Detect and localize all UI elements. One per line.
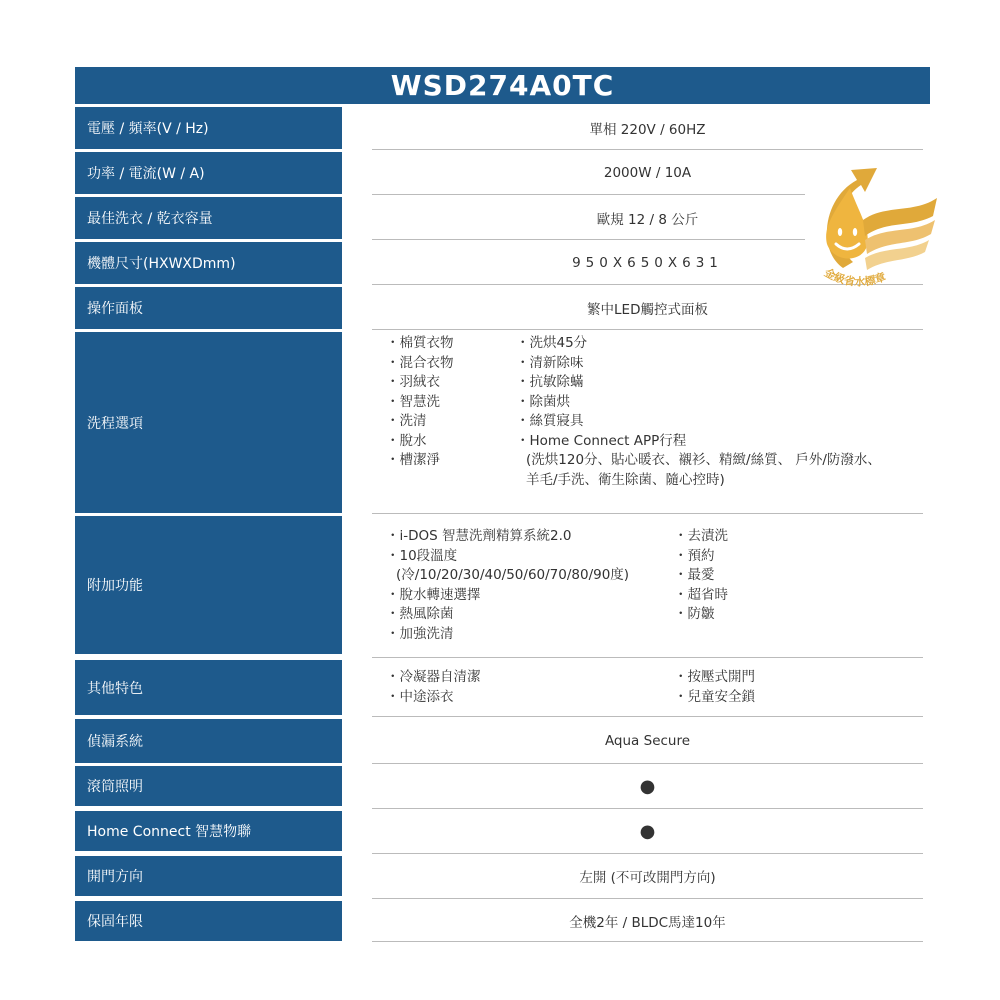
row-divider bbox=[372, 239, 805, 240]
program-item: ・智慧洗 bbox=[386, 393, 440, 410]
row-value-warranty: 全機2年 / BLDC馬達10年 bbox=[569, 915, 726, 931]
extra-item-detail: (冷/10/20/30/40/50/60/70/80/90度) bbox=[396, 567, 630, 583]
row-divider bbox=[372, 763, 923, 764]
row-value-dimensions: 950X650X631 bbox=[572, 255, 723, 271]
row-value-drum-light-dot: ● bbox=[639, 775, 656, 797]
extra-item: ・防皺 bbox=[674, 606, 715, 622]
row-divider bbox=[372, 808, 923, 809]
row-label-capacity: 最佳洗衣 / 乾衣容量 bbox=[75, 197, 342, 239]
extra-col1 bbox=[386, 527, 629, 644]
row-divider bbox=[372, 853, 923, 854]
row-value-leak: Aqua Secure bbox=[604, 733, 691, 749]
row-label-drum-light: 滾筒照明 bbox=[75, 766, 342, 806]
feature-item: ・冷凝器自清潔 bbox=[386, 669, 481, 685]
row-label-other: 其他特色 bbox=[75, 660, 342, 715]
row-label-extra: 附加功能 bbox=[75, 516, 342, 654]
water-drop-wave-icon bbox=[805, 158, 940, 293]
program-item: ・羽絨衣 bbox=[386, 374, 440, 390]
program-item: ・棉質衣物 bbox=[386, 335, 454, 351]
extra-item: ・超省時 bbox=[674, 586, 728, 603]
program-item-detail: (洗烘120分、貼心暖衣、襯衫、精緻/絲質、 戶外/防潑水、 bbox=[526, 452, 881, 468]
row-value-panel: 繁中LED觸控式面板 bbox=[587, 302, 708, 318]
program-item: ・除菌烘 bbox=[516, 393, 570, 410]
row-divider bbox=[372, 941, 923, 942]
row-divider bbox=[372, 513, 923, 514]
extra-item: ・熱風除菌 bbox=[386, 606, 454, 622]
extra-item: ・i-DOS 智慧洗劑精算系統2.0 bbox=[386, 528, 572, 544]
badge-text: 金級省水標章 bbox=[822, 265, 888, 289]
programs-col2 bbox=[516, 334, 881, 490]
program-item: ・抗敏除蟎 bbox=[516, 374, 584, 390]
row-label-home-connect: Home Connect 智慧物聯 bbox=[75, 811, 342, 851]
feature-item: ・中途添衣 bbox=[386, 688, 454, 705]
extra-item: ・最愛 bbox=[674, 567, 715, 583]
row-label-warranty: 保固年限 bbox=[75, 901, 342, 941]
row-label-dimensions: 機體尺寸(HXWXDmm) bbox=[75, 242, 342, 284]
row-label-panel: 操作面板 bbox=[75, 287, 342, 329]
feature-item: ・兒童安全鎖 bbox=[674, 688, 755, 705]
row-label-programs: 洗程選項 bbox=[75, 332, 342, 513]
program-item: ・洗清 bbox=[386, 413, 427, 429]
extra-item: ・脫水轉速選擇 bbox=[386, 586, 481, 603]
extra-col2 bbox=[674, 527, 728, 625]
row-divider bbox=[372, 716, 923, 717]
program-item: ・洗烘45分 bbox=[516, 335, 588, 351]
program-item: ・混合衣物 bbox=[386, 354, 454, 371]
other-col2 bbox=[674, 668, 755, 707]
row-label-voltage: 電壓 / 頻率(V / Hz) bbox=[75, 107, 342, 149]
row-divider bbox=[372, 149, 923, 150]
row-value-capacity: 歐規 12 / 8 公斤 bbox=[596, 212, 699, 228]
row-divider bbox=[372, 898, 923, 899]
other-col1 bbox=[386, 668, 481, 707]
extra-item: ・預約 bbox=[674, 547, 715, 564]
svg-text:金級省水標章 bbox=[822, 265, 888, 289]
row-divider bbox=[372, 657, 923, 658]
row-value-voltage: 單相 220V / 60HZ bbox=[589, 122, 706, 138]
model-title: WSD274A0TC bbox=[75, 67, 930, 104]
row-divider bbox=[372, 329, 923, 330]
row-value-power: 2000W / 10A bbox=[603, 165, 692, 181]
program-item-detail: 羊毛/手洗、衛生除菌、隨心控時) bbox=[526, 471, 725, 488]
row-label-leak: 偵漏系統 bbox=[75, 719, 342, 763]
program-item: ・絲質寢具 bbox=[516, 413, 584, 429]
program-item: ・槽潔淨 bbox=[386, 452, 440, 468]
row-value-door: 左開 (不可改開門方向) bbox=[579, 870, 716, 886]
extra-item: ・去漬洗 bbox=[674, 528, 728, 544]
programs-col1 bbox=[386, 334, 454, 471]
row-label-door: 開門方向 bbox=[75, 856, 342, 896]
row-value-home-connect-dot: ● bbox=[639, 820, 656, 842]
water-saving-badge bbox=[805, 158, 940, 293]
feature-item: ・按壓式開門 bbox=[674, 669, 755, 685]
extra-item: ・10段溫度 bbox=[386, 547, 458, 564]
program-item: ・脫水 bbox=[386, 432, 427, 449]
row-label-power: 功率 / 電流(W / A) bbox=[75, 152, 342, 194]
program-item: ・清新除味 bbox=[516, 354, 584, 371]
extra-item: ・加強洗清 bbox=[386, 625, 454, 642]
program-item: ・Home Connect APP行程 bbox=[516, 432, 687, 449]
row-divider bbox=[372, 194, 805, 195]
